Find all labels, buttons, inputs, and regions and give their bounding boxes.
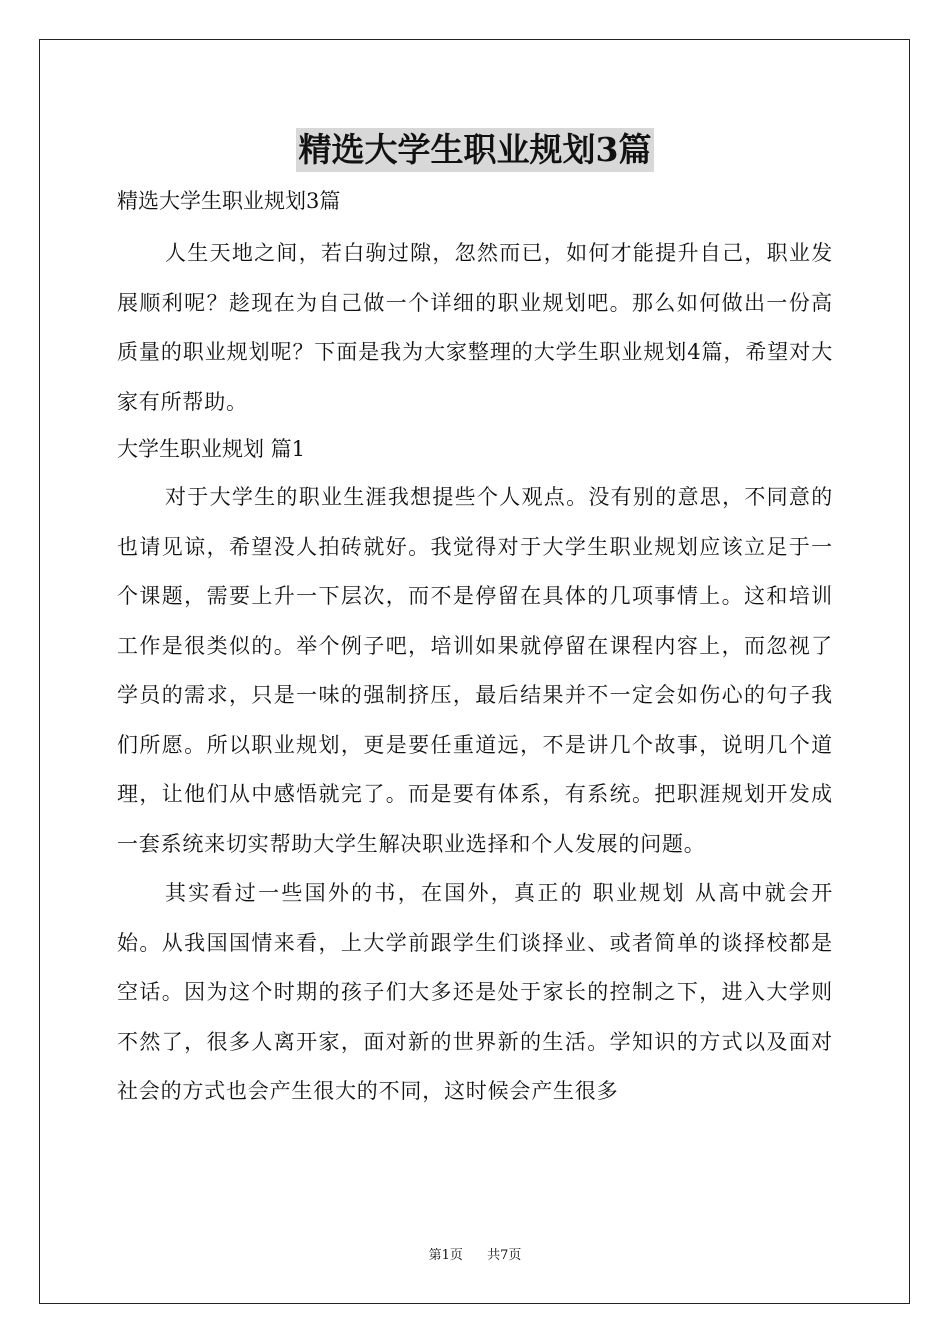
document-body xyxy=(117,183,833,1117)
section-heading: 大学生职业规划 篇1 xyxy=(117,437,306,461)
page-footer xyxy=(0,1247,950,1265)
document-title: 精选大学生职业规划3篇 xyxy=(296,128,655,172)
page-number: 第1页 xyxy=(428,1248,463,1263)
title-container xyxy=(0,128,950,172)
document-subtitle: 精选大学生职业规划3篇 xyxy=(117,189,341,213)
body-paragraph-1: 对于大学生的职业生涯我想提些个人观点。没有别的意思，不同意的也请见谅，希望没人拍砖就好。我觉得对于大学生职业规划应该立足于一个课题，需要上升一下层次，而不是停留在具体的几项事情上。这和培训工作是很类似的。举个例子吧，培训如果就停留在课程内容上，而忽视了学员的需求，只是一味的强制挤压，最后结果并不一定会如伤心的句子我们所愿。所以职业规划，更是要任重道远，不是讲几个故事，说明几个道理，让他们从中感悟就完了。而是要有体系，有系统。把职涯规划开发成一套系统来切实帮助大学生解决职业选择和个人发展的问题。 xyxy=(117,485,833,856)
body-paragraph-2: 其实看过一些国外的书，在国外，真正的 职业规划 从高中就会开始。从我国国情来看，上大学前跟学生们谈择业、或者简单的谈择校都是空话。因为这个时期的孩子们大多还是处于家长的控制之下，进入大学则不然了，很多人离开家，面对新的世界新的生活。学知识的方式以及面对社会的方式也会产生很大的不同，这时候会产生很多 xyxy=(117,881,833,1103)
intro-paragraph: 人生天地之间，若白驹过隙，忽然而已，如何才能提升自己，职业发展顺利呢？趁现在为自己做一个详细的职业规划吧。那么如何做出一份高质量的职业规划呢？下面是我为大家整理的大学生职业规划4篇，希望对大家有所帮助。 xyxy=(117,241,833,414)
page-total: 共7页 xyxy=(487,1248,522,1263)
